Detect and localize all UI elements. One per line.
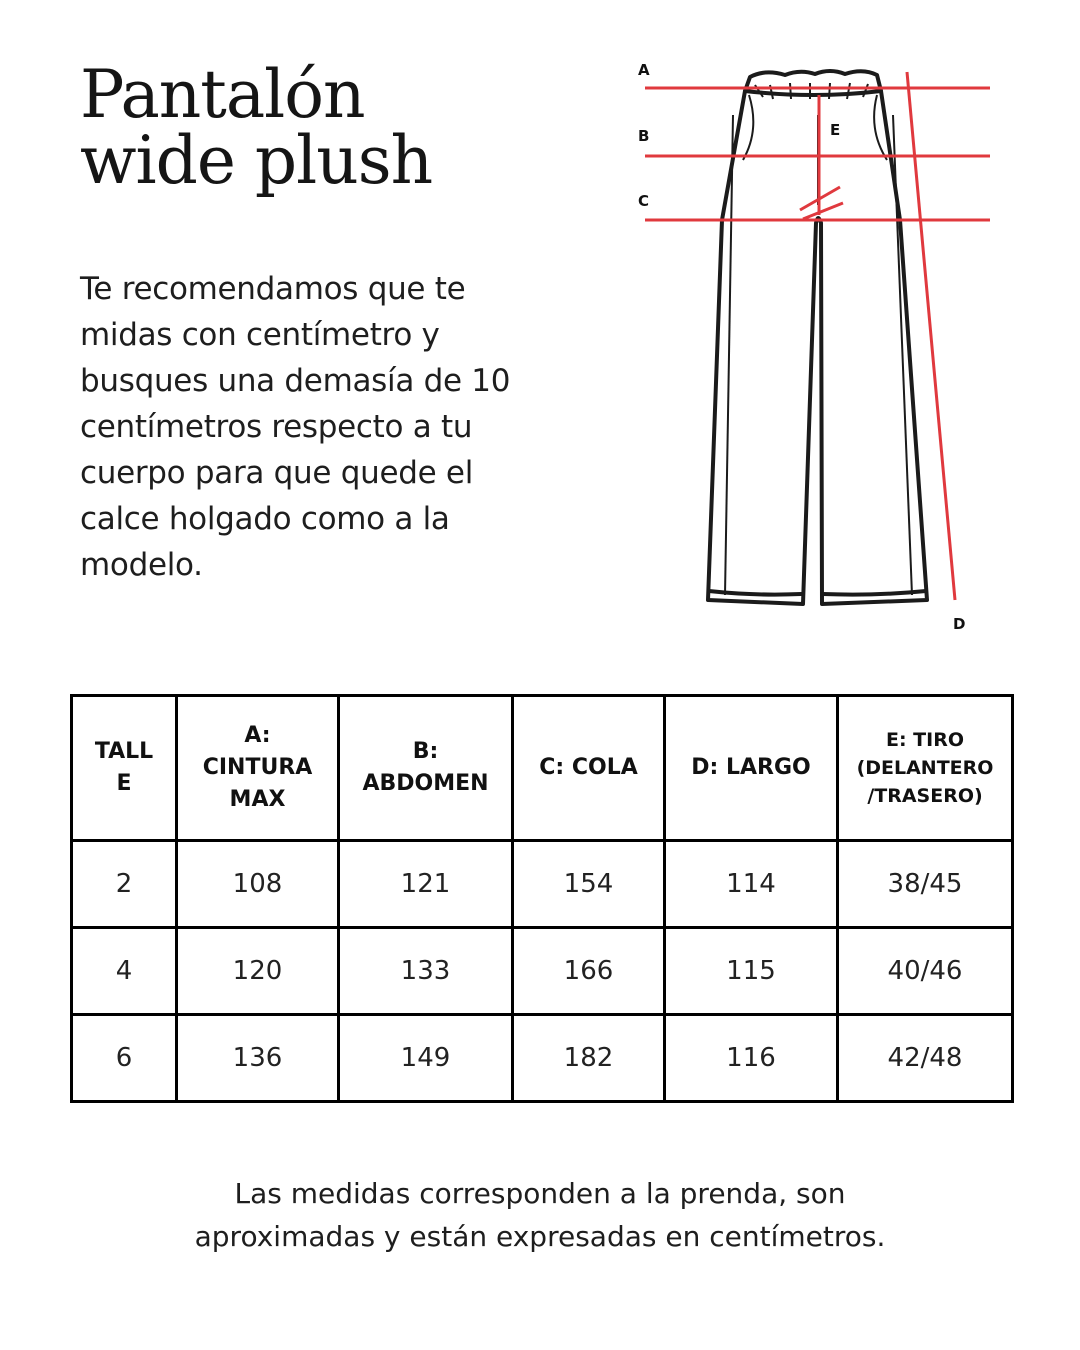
- label-b: B: [638, 127, 650, 145]
- label-d: D: [953, 615, 966, 633]
- size-chart-table: [70, 694, 1014, 1103]
- cell-talle: 6: [72, 1015, 177, 1102]
- pants-measurement-diagram: [625, 55, 1005, 640]
- cell-largo: 116: [665, 1015, 838, 1102]
- cell-cola: 166: [513, 928, 665, 1015]
- header-abdomen: B: ABDOMEN: [339, 696, 513, 841]
- footnote: [0, 1172, 1080, 1258]
- title-line-1: Pantalón: [80, 56, 365, 133]
- cell-tiro: 42/48: [838, 1015, 1013, 1102]
- table-header-row: [72, 696, 1013, 841]
- cell-cintura: 108: [177, 841, 339, 928]
- cell-talle: 4: [72, 928, 177, 1015]
- label-a: A: [638, 61, 650, 79]
- table-row: [72, 928, 1013, 1015]
- label-e: E: [830, 121, 841, 139]
- footnote-line-2: aproximadas y están expresadas en centímetros.: [194, 1220, 886, 1253]
- header-cola: C: COLA: [513, 696, 665, 841]
- cell-talle: 2: [72, 841, 177, 928]
- page-title: [80, 56, 433, 199]
- header-cintura: A: CINTURA MAX: [177, 696, 339, 841]
- intro-paragraph: Te recomendamos que te midas con centímetro y busques una demasía de 10 centímetros respecto a tu cuerpo para que quede el calce holgado como a la modelo.: [80, 271, 511, 583]
- cell-largo: 114: [665, 841, 838, 928]
- cell-largo: 115: [665, 928, 838, 1015]
- header-talle: TALL E: [72, 696, 177, 841]
- cell-abdomen: 121: [339, 841, 513, 928]
- cell-abdomen: 149: [339, 1015, 513, 1102]
- table-row: [72, 841, 1013, 928]
- cell-cintura: 120: [177, 928, 339, 1015]
- cell-cola: 154: [513, 841, 665, 928]
- cell-cola: 182: [513, 1015, 665, 1102]
- cell-tiro: 38/45: [838, 841, 1013, 928]
- footnote-line-1: Las medidas corresponden a la prenda, son: [234, 1177, 846, 1210]
- cell-cintura: 136: [177, 1015, 339, 1102]
- header-tiro: E: TIRO (DELANTERO /TRASERO): [838, 696, 1013, 841]
- cell-tiro: 40/46: [838, 928, 1013, 1015]
- cell-abdomen: 133: [339, 928, 513, 1015]
- title-line-2: wide plush: [80, 122, 433, 199]
- label-c: C: [638, 192, 650, 210]
- header-largo: D: LARGO: [665, 696, 838, 841]
- table-row: [72, 1015, 1013, 1102]
- measurement-lines: [645, 72, 990, 600]
